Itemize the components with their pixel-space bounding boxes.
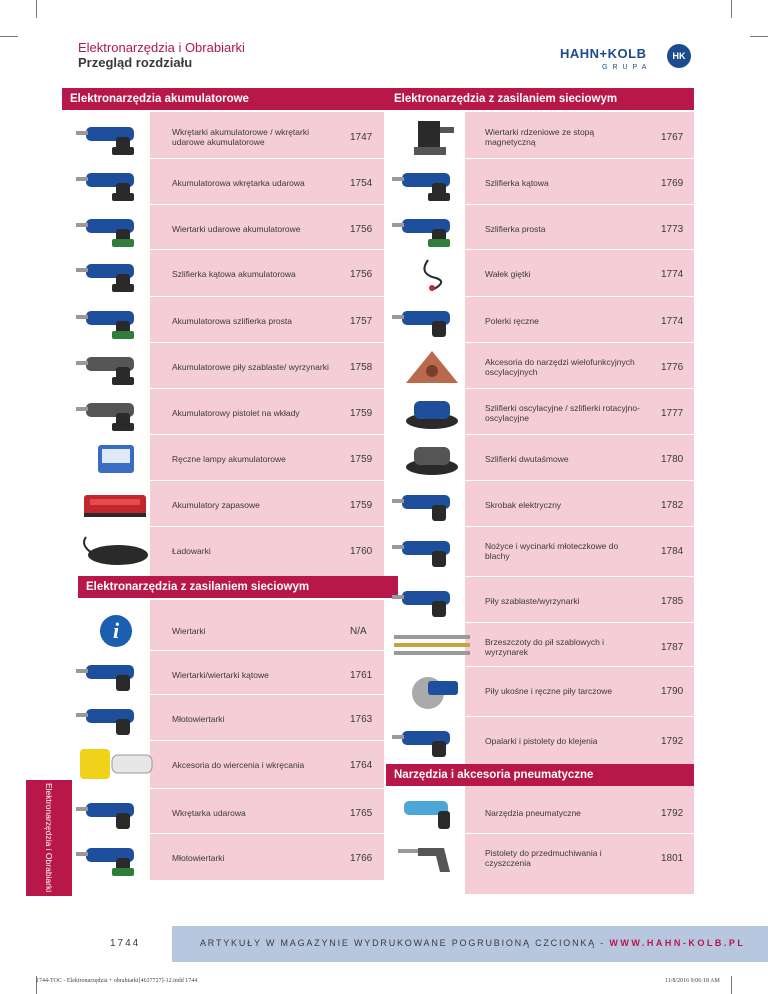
logo-group: GRUPA — [602, 64, 652, 71]
toc-item-label: Skrobak elektryczny — [485, 500, 562, 510]
toc-item-label: Wiertarki udarowe akumulatorowe — [172, 224, 301, 234]
toc-item-label: Wkrętarki akumulatorowe / wkrętarki udarowe akumulatorowe — [172, 127, 309, 147]
logo-text: HAHN+KOLB — [560, 46, 647, 61]
row-divider — [465, 296, 694, 297]
toc-item-label: Opalarki i pistolety do klejenia — [485, 736, 598, 746]
electric-scraper-icon — [388, 485, 476, 525]
toc-item-page: 1776 — [661, 361, 684, 373]
blow-gun-icon — [388, 838, 476, 878]
toc-item-label: Wiertarki rdzeniowe ze stopą magnetyczną — [485, 127, 595, 147]
circular-saw-icon — [388, 671, 476, 711]
toc-row[interactable] — [0, 578, 768, 624]
toc-row[interactable] — [0, 114, 768, 160]
toc-item-page: 1774 — [661, 268, 684, 280]
toc-item-page: 1790 — [661, 685, 684, 697]
toc-row[interactable] — [0, 390, 768, 436]
crop-mark — [0, 36, 18, 37]
toc-item-label: Szlifierka kątowa — [485, 178, 549, 188]
row-divider — [465, 576, 694, 577]
toc-row[interactable] — [0, 298, 768, 344]
toc-item-page: 1759 — [350, 499, 373, 511]
toc-item-label: Akcesoria do wiercenia i wkręcania — [172, 760, 305, 770]
toc-row[interactable] — [0, 528, 768, 574]
toc-item-label: Akcesoria do narzędzi wielofunkcyjnych oscylacyjnych — [485, 357, 635, 377]
toc-row[interactable] — [0, 160, 768, 206]
polisher-icon — [388, 301, 476, 341]
toc-item-label: Ładowarki — [172, 546, 211, 556]
section-heading: Narzędzia i akcesoria pneumatyczne — [386, 764, 694, 786]
toc-item-label: Wałek giętki — [485, 269, 531, 279]
toc-item-page: 1764 — [350, 759, 373, 771]
toc-item-label: Akumulatorowy pistolet na wkłady — [172, 408, 300, 418]
toc-item-page: 1785 — [661, 595, 684, 607]
section-heading: Elektronarzędzia z zasilaniem sieciowym — [386, 88, 694, 110]
toc-item-page: 1792 — [661, 807, 684, 819]
toc-item-label: Piły ukośne i ręczne piły tarczowe — [485, 686, 613, 696]
crop-mark — [36, 0, 37, 18]
row-divider — [465, 249, 694, 250]
toc-item-page: 1759 — [350, 453, 373, 465]
print-file-info: 1744-TOC - Elektronarzędzia + obrabiarki[4637727]-12.indd 1744 — [36, 978, 198, 984]
orbital-sander-icon — [388, 393, 476, 433]
toc-item-page: 1759 — [350, 407, 373, 419]
footer-note — [200, 938, 745, 948]
side-tab-label: Elektronarzędzia i Obrabiarki — [44, 783, 54, 893]
chapter-title: Elektronarzędzia i Obrabiarki — [78, 40, 245, 55]
toc-item-label: Piły szablaste/wyrzynarki — [485, 596, 580, 606]
toc-item-label: Szlifierki oscylacyjne / szlifierki rotacyjno-oscylacyjne — [485, 403, 640, 423]
toc-item-label: Wiertarki — [172, 626, 206, 636]
toc-item-label: Wiertarki/wiertarki kątowe — [172, 670, 269, 680]
toc-item-label: Brzeszczoty do pił szablowych i wyrzynarek — [485, 637, 605, 657]
row-divider — [465, 434, 694, 435]
toc-item-page: 1774 — [661, 315, 684, 327]
toc-row[interactable] — [0, 436, 768, 482]
toc-item-page: 1760 — [350, 545, 373, 557]
info-icon: i — [100, 615, 132, 647]
toc-item-page: 1777 — [661, 407, 684, 419]
row-divider — [465, 666, 694, 667]
toc-item-label: Akumulatory zapasowe — [172, 500, 260, 510]
crop-mark — [731, 976, 732, 994]
row-divider — [465, 480, 694, 481]
crop-mark — [750, 36, 768, 37]
heat-gun-icon — [388, 721, 476, 761]
toc-row[interactable] — [0, 668, 768, 714]
toc-item-page: 1784 — [661, 545, 684, 557]
toc-item-label: Narzędzia pneumatyczne — [485, 808, 581, 818]
sheet-shears-icon — [388, 531, 476, 571]
angle-grinder-icon — [388, 163, 476, 203]
toc-item-label: Młotowiertarki — [172, 714, 225, 724]
toc-item-page: 1763 — [350, 713, 373, 725]
toc-item-page: 1801 — [661, 852, 684, 864]
row-divider — [465, 388, 694, 389]
toc-item-page: 1747 — [350, 131, 373, 143]
chapter-subtitle: Przegląd rozdziału — [78, 55, 193, 70]
straight-grinder-icon — [388, 209, 476, 249]
row-divider — [465, 833, 694, 834]
company-logo — [560, 44, 690, 74]
toc-item-label: Wkrętarka udarowa — [172, 808, 246, 818]
pneumatic-wrench-icon — [388, 793, 476, 833]
toc-item-label: Młotowiertarki — [172, 853, 225, 863]
toc-item-label: Szlifierki dwutaśmowe — [485, 454, 569, 464]
toc-item-label: Szlifierka kątowa akumulatorowa — [172, 269, 296, 279]
oscillating-blade-icon — [388, 347, 476, 387]
page-number: 1744 — [110, 938, 141, 949]
logo-mark: HK — [667, 44, 691, 68]
toc-item-page: N/A — [350, 625, 367, 637]
toc-item-page: 1756 — [350, 268, 373, 280]
toc-row[interactable] — [0, 624, 768, 670]
toc-row[interactable] — [0, 344, 768, 390]
section-heading: Elektronarzędzia akumulatorowe — [62, 88, 386, 110]
toc-item-page: 1780 — [661, 453, 684, 465]
toc-item-page: 1758 — [350, 361, 373, 373]
toc-item-page: 1761 — [350, 669, 373, 681]
flexible-shaft-icon — [388, 254, 476, 294]
row-divider — [465, 526, 694, 527]
footer-note-text: ARTYKUŁY W MAGAZYNIE WYDRUKOWANE POGRUBIONĄ CZCIONKĄ - — [200, 938, 610, 948]
toc-item-page: 1766 — [350, 852, 373, 864]
toc-item-page: 1787 — [661, 641, 684, 653]
toc-item-label: Akumulatorowe piły szablaste/ wyrzynarki — [172, 362, 329, 372]
toc-item-page: 1756 — [350, 223, 373, 235]
toc-row[interactable] — [0, 251, 768, 297]
toc-item-page: 1767 — [661, 131, 684, 143]
toc-item-label: Pistolety do przedmuchiwania i czyszczenia — [485, 848, 602, 868]
toc-item-page: 1769 — [661, 177, 684, 189]
row-divider — [150, 788, 384, 789]
toc-row[interactable] — [0, 835, 768, 881]
toc-item-label: Akumulatorowa szlifierka prosta — [172, 316, 292, 326]
bench-grinder-icon — [388, 439, 476, 479]
toc-item-page: 1773 — [661, 223, 684, 235]
toc-item-label: Szlifierka prosta — [485, 224, 546, 234]
jigsaw-icon — [388, 581, 476, 621]
toc-row[interactable] — [0, 718, 768, 764]
toc-row[interactable] — [0, 482, 768, 528]
toc-item-label: Akumulatorowa wkrętarka udarowa — [172, 178, 305, 188]
toc-item-label: Nożyce i wycinarki młoteczkowe do blachy — [485, 541, 619, 561]
crop-mark — [731, 0, 732, 18]
section-heading: Elektronarzędzia z zasilaniem sieciowym — [78, 576, 398, 598]
toc-item-page: 1757 — [350, 315, 373, 327]
toc-item-label: Polerki ręczne — [485, 316, 539, 326]
row-divider — [465, 204, 694, 205]
toc-item-page: 1765 — [350, 807, 373, 819]
row-divider — [465, 622, 694, 623]
row-divider — [465, 158, 694, 159]
saw-blades-icon — [388, 627, 476, 667]
website-link[interactable]: WWW.HAHN-KOLB.PL — [609, 938, 746, 948]
toc-row[interactable] — [0, 206, 768, 252]
toc-row[interactable] — [0, 790, 768, 836]
row-divider — [465, 716, 694, 717]
row-divider — [465, 342, 694, 343]
print-timestamp: 11/8/2016 9:06:18 AM — [665, 978, 720, 984]
magnetic-drill-icon — [388, 117, 476, 157]
toc-item-page: 1754 — [350, 177, 373, 189]
toc-item-page: 1782 — [661, 499, 684, 511]
toc-item-label: Ręczne lampy akumulatorowe — [172, 454, 286, 464]
toc-item-page: 1792 — [661, 735, 684, 747]
